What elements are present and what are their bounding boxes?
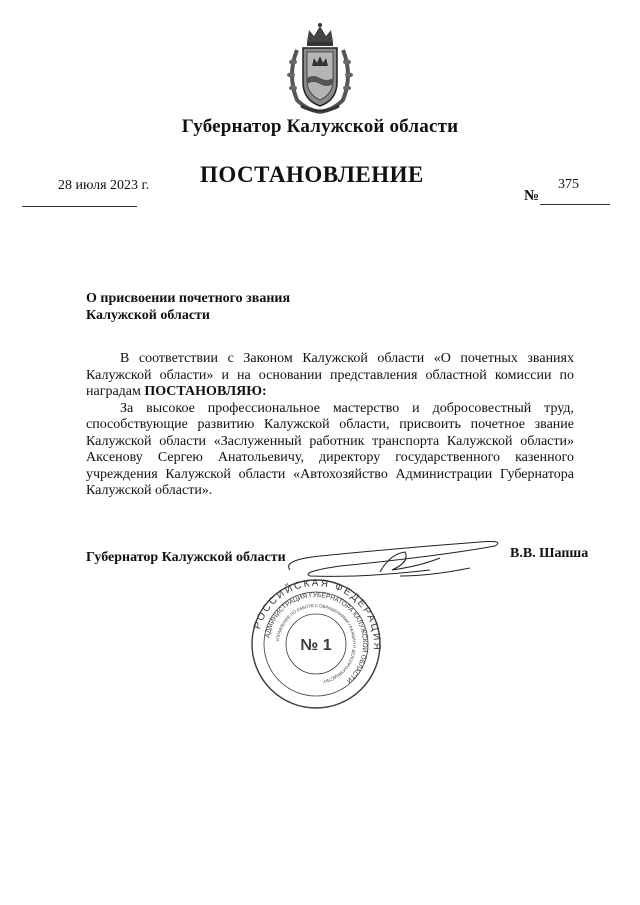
document-number: 375 <box>558 177 579 192</box>
document-subject <box>86 290 290 324</box>
subject-line-2: Калужской области <box>86 308 210 323</box>
subject-line-1: О присвоении почетного звания <box>86 291 291 306</box>
body-paragraph-2: За высокое профессиональное мастерство и добросовестный труд, способствующие развитию Калужской области, присвоить почетное звание Калужской области «Заслуженный работник транспорта Калужской области» Аксенову Сергею Анатольевичу, директору государственного казенного учреждения Калужской области «Автохозяйство Администрации Губернатора Калужской области». <box>86 400 574 498</box>
official-seal <box>250 578 382 710</box>
seal-middle-text: АДМИНИСТРАЦИЯ ГУБЕРНАТОРА КАЛУЖСКОЙ ОБЛАСТИ <box>264 591 369 684</box>
seal-number: № 1 <box>300 637 332 654</box>
seal-inner-text: УПРАВЛЕНИЕ ПО РАБОТЕ С ОБРАЩЕНИЯМИ ГРАЖДАН И ДЕЛОПРОИЗВОДСТВУ <box>275 602 358 685</box>
signatory-name: В.В. Шапша <box>510 546 589 561</box>
document-body <box>86 351 574 500</box>
handwritten-signature <box>280 532 510 582</box>
number-sign: № <box>524 188 540 204</box>
date-underline <box>22 206 137 207</box>
seal-outer-text: РОССИЙСКАЯ ФЕДЕРАЦИЯ <box>252 578 382 653</box>
body-paragraph-1 <box>86 351 574 401</box>
document-type-title: ПОСТАНОВЛЕНИЕ <box>200 162 424 187</box>
paragraph-1-text: В соответствии с Законом Калужской области «О почетных званиях Калужской области» и на основании представления областной комиссии по наградам <box>86 351 574 399</box>
number-underline <box>540 204 610 205</box>
document-date: 28 июля 2023 г. <box>58 178 150 193</box>
signatory-title: Губернатор Калужской области <box>86 550 286 565</box>
issuing-authority: Губернатор Калужской области <box>181 116 459 137</box>
resolution-keyword: ПОСТАНОВЛЯЮ: <box>144 384 267 399</box>
coat-of-arms-icon <box>283 20 357 116</box>
